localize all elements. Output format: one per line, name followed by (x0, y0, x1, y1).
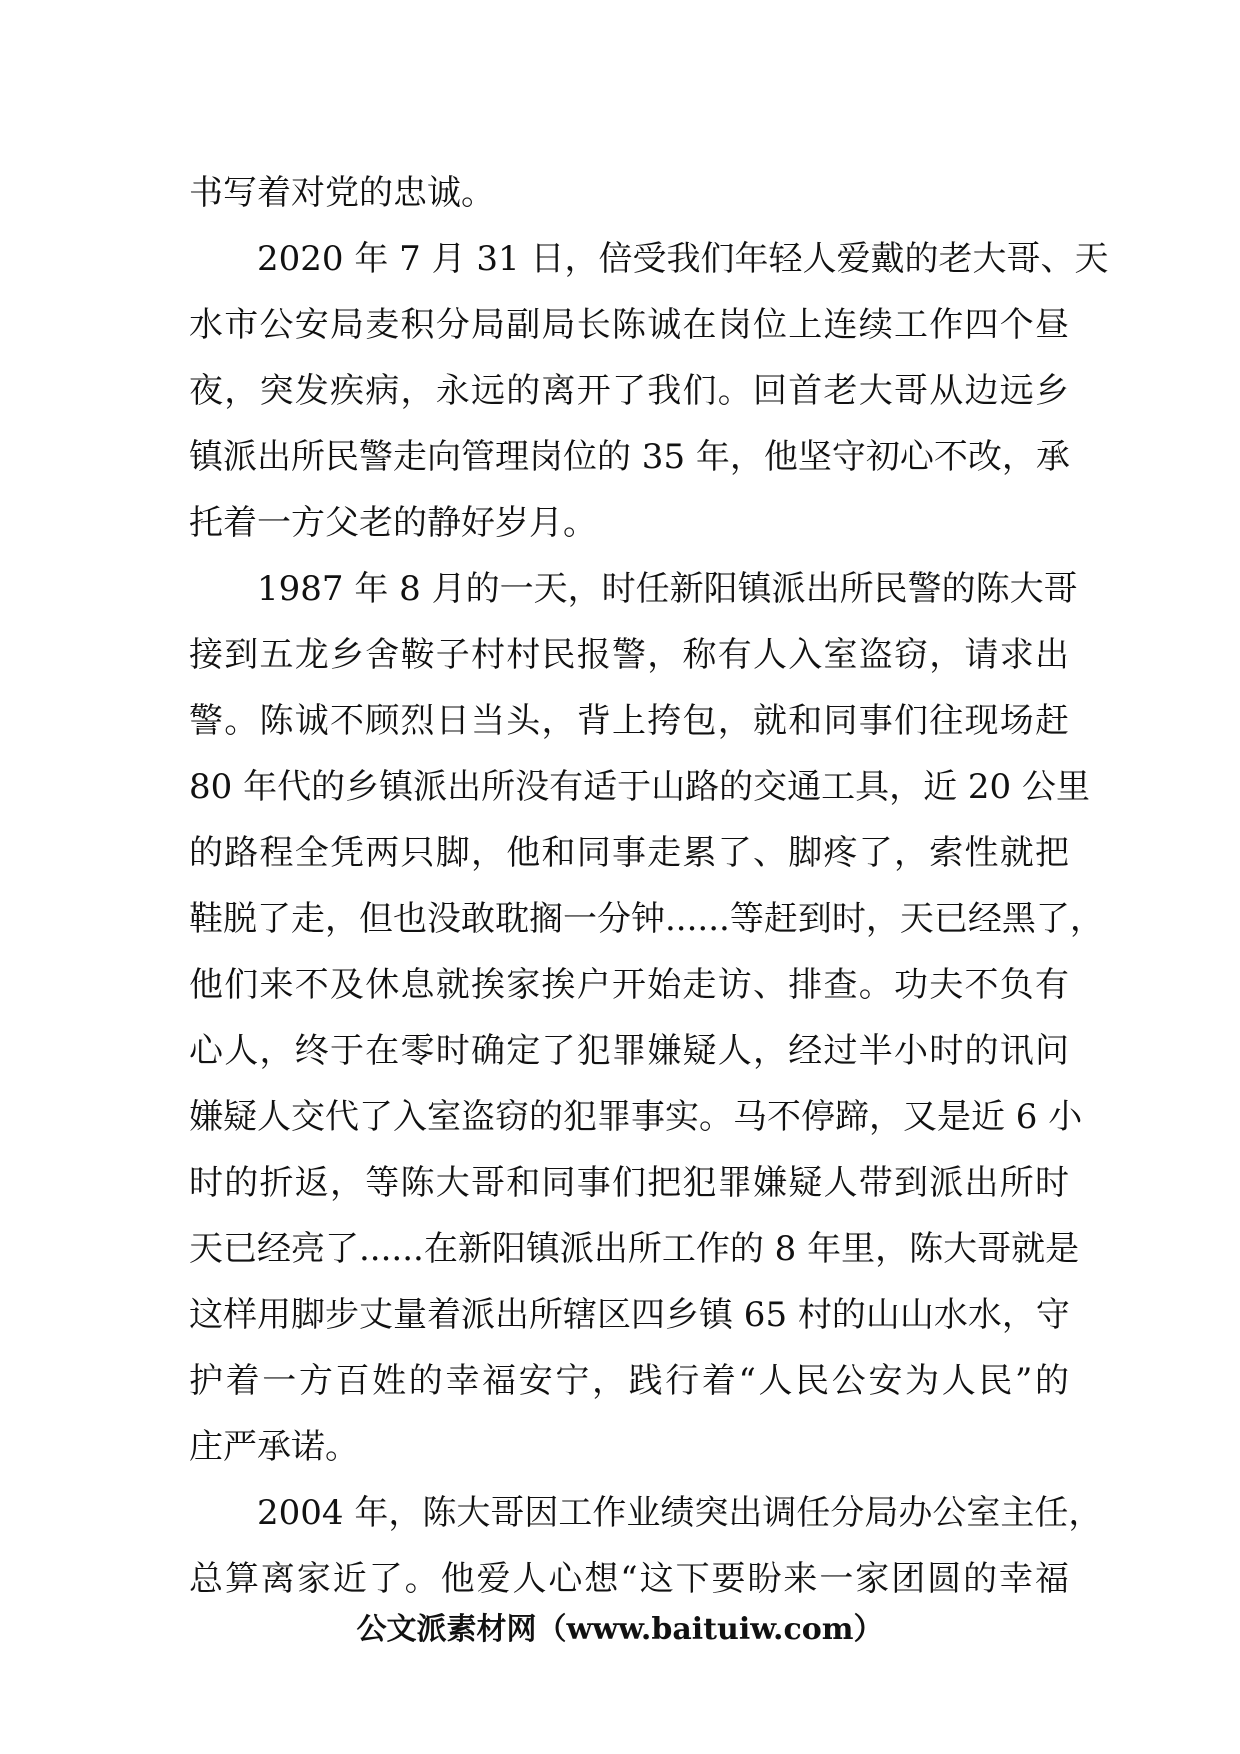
text-line: 水市公安局麦积分局副局长陈诚在岗位上连续工作四个昼 (189, 305, 1069, 345)
text-line: 警。陈诚不顾烈日当头，背上挎包，就和同事们往现场赶 (189, 701, 1069, 741)
text-line: 托着一方父老的静好岁月。 (189, 503, 597, 543)
text-line: 总算离家近了。他爱人心想“这下要盼来一家团圆的幸福 (189, 1559, 1069, 1599)
text-line: 夜，突发疾病，永远的离开了我们。回首老大哥从边远乡 (189, 371, 1069, 411)
footer-watermark: 公文派素材网（www.baituiw.com） (356, 1612, 884, 1647)
text-line: 心人，终于在零时确定了犯罪嫌疑人，经过半小时的讯问 (189, 1031, 1069, 1071)
text-line: 镇派出所民警走向管理岗位的 35 年，他坚守初心不改，承 (189, 437, 1070, 477)
text-line: 时的折返，等陈大哥和同事们把犯罪嫌疑人带到派出所时 (189, 1163, 1069, 1203)
text-line: 80 年代的乡镇派出所没有适于山路的交通工具，近 20 公里 (189, 767, 1090, 807)
text-line: 鞋脱了走，但也没敢耽搁一分钟......等赶到时，天已经黑了， (189, 899, 1104, 939)
text-line: 护着一方百姓的幸福安宁，践行着“人民公安为人民”的 (189, 1361, 1069, 1401)
text-line: 2020 年 7 月 31 日，倍受我们年轻人爱戴的老大哥、天 (257, 239, 1109, 279)
text-line: 接到五龙乡舍鞍子村村民报警，称有人入室盗窃，请求出 (189, 635, 1069, 675)
text-line: 庄严承诺。 (189, 1427, 359, 1467)
text-line: 的路程全凭两只脚，他和同事走累了、脚疼了，索性就把 (189, 833, 1069, 873)
text-line: 天已经亮了......在新阳镇派出所工作的 8 年里，陈大哥就是 (189, 1229, 1080, 1269)
text-line: 这样用脚步丈量着派出所辖区四乡镇 65 村的山山水水，守 (189, 1295, 1070, 1335)
text-line: 2004 年，陈大哥因工作业绩突出调任分局办公室主任， (257, 1493, 1103, 1533)
text-line: 书写着对党的忠诚。 (189, 173, 495, 213)
article-body (189, 160, 1109, 1612)
text-line: 1987 年 8 月的一天，时任新阳镇派出所民警的陈大哥 (257, 569, 1078, 609)
text-line: 嫌疑人交代了入室盗窃的犯罪事实。马不停蹄，又是近 6 小 (189, 1097, 1083, 1137)
text-line: 他们来不及休息就挨家挨户开始走访、排查。功夫不负有 (189, 965, 1069, 1005)
